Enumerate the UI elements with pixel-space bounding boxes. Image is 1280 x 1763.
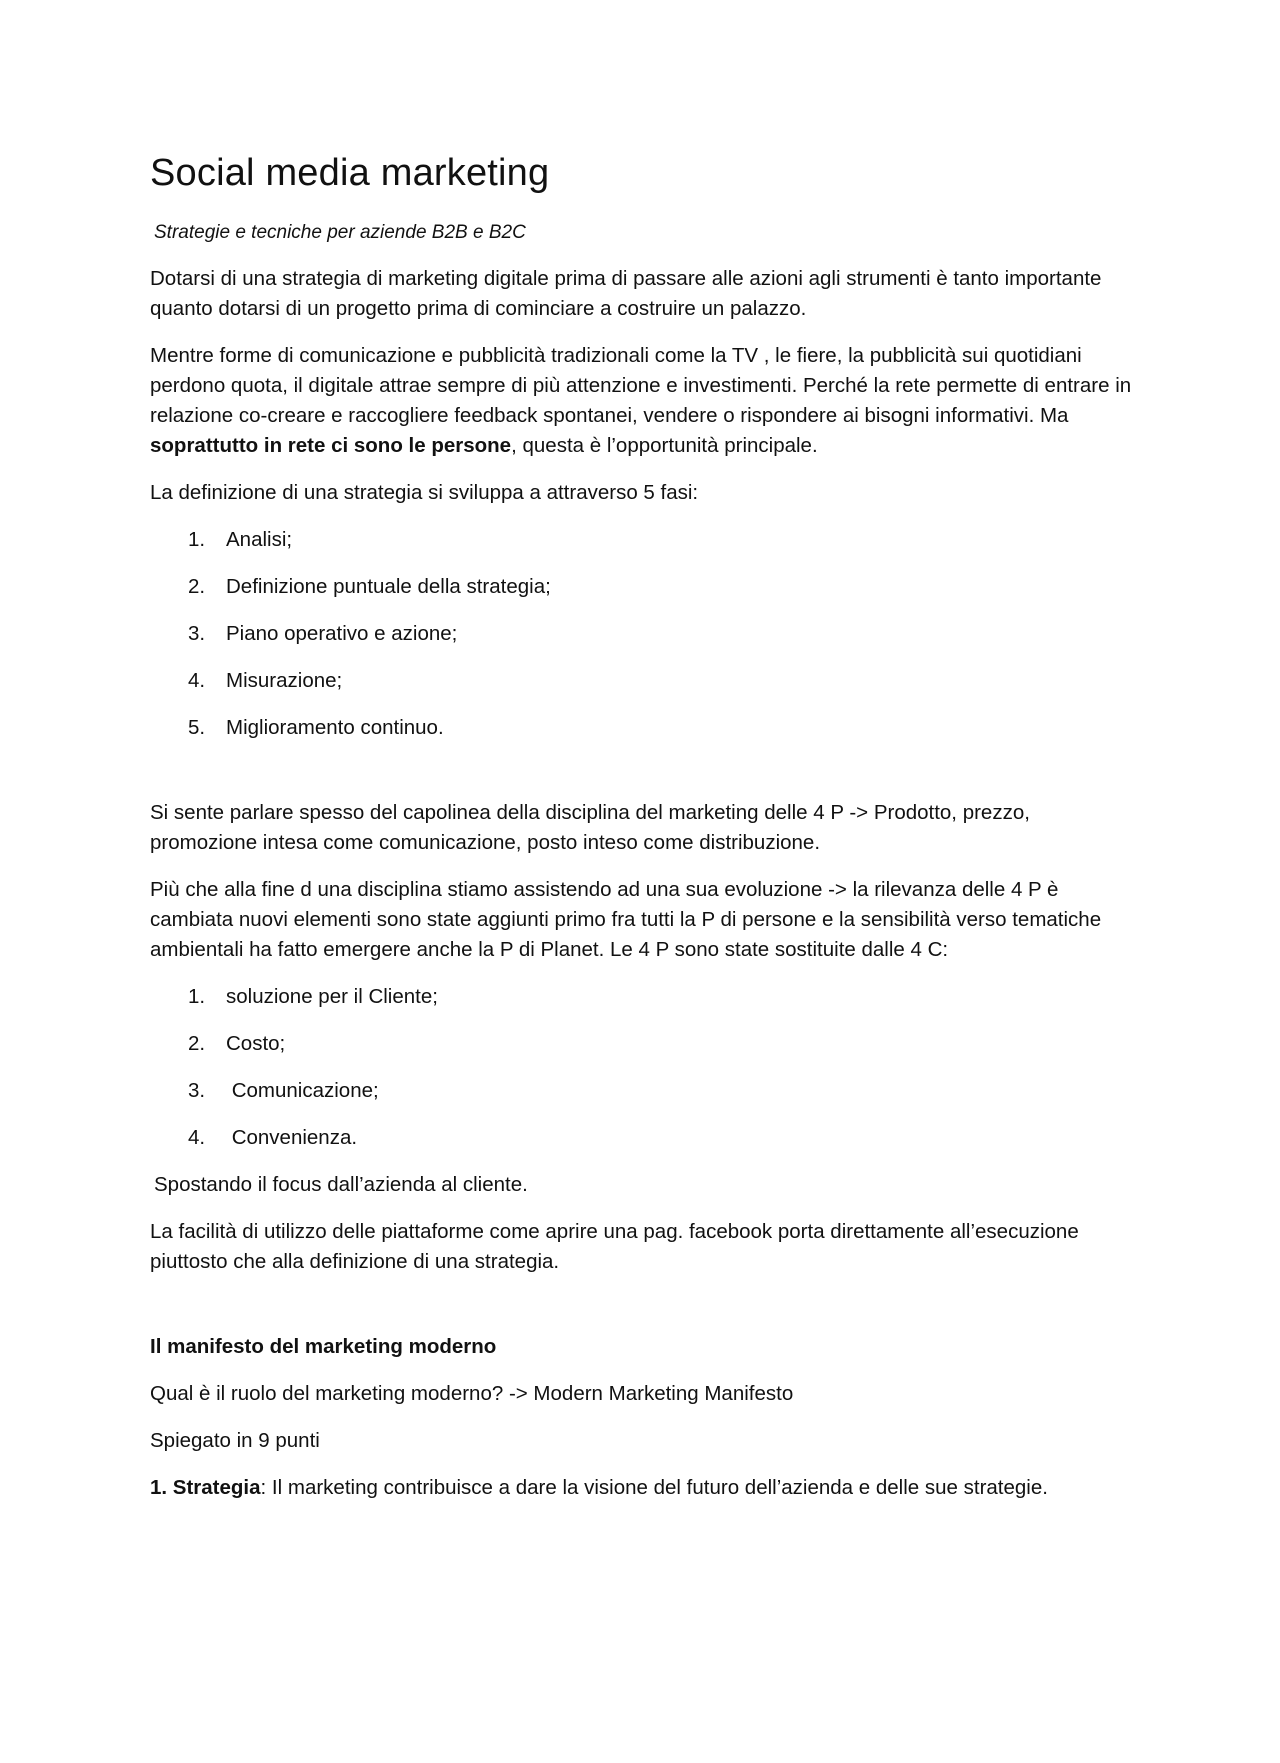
list-item: [150, 1123, 1140, 1153]
list-number: 4.: [188, 669, 206, 692]
list-text: Definizione puntuale della strategia;: [226, 575, 551, 598]
paragraph-digital-attention: [150, 341, 1140, 461]
list-item: [150, 982, 1140, 1012]
list-number: 2.: [188, 1032, 206, 1055]
list-item: [150, 666, 1140, 696]
list-number: 3.: [188, 1079, 206, 1102]
list-item: [150, 713, 1140, 743]
list-text: Piano operativo e azione;: [226, 622, 458, 645]
spacer: [150, 760, 1140, 798]
document-page: [150, 150, 1140, 1520]
list-text: Miglioramento continuo.: [226, 716, 444, 739]
document-subtitle: Strategie e tecniche per aziende B2B e B2C: [154, 222, 526, 243]
list-number: 5.: [188, 716, 206, 739]
list-text: Comunicazione;: [226, 1079, 379, 1102]
list-text: Costo;: [226, 1032, 286, 1055]
list-item: [150, 1076, 1140, 1106]
list-number: 2.: [188, 575, 206, 598]
list-item: [150, 572, 1140, 602]
bold-highlight: 1. Strategia: [150, 1476, 261, 1499]
paragraph-text: Mentre forme di comunicazione e pubblicità tradizionali come la TV , le fiere, la pubblicità sui quotidiani perdono quota, il digitale attrae sempre di più attenzione e investimenti. Perché la rete permette di entrare in relazione co-creare e raccogliere feedback spontanei, vendere o rispondere ai bisogni informativi. Ma: [150, 344, 1132, 427]
spacer: [150, 1294, 1140, 1332]
paragraph-text: : Il marketing contribuisce a dare la visione del futuro dell’azienda e delle sue strategie.: [260, 1476, 1048, 1499]
paragraph-nine-points: Spiegato in 9 punti: [150, 1429, 320, 1452]
bold-highlight: soprattutto in rete ci sono le persone: [150, 434, 512, 457]
list-number: 4.: [188, 1126, 206, 1149]
paragraph-point-strategy: [150, 1473, 1140, 1503]
list-text: Analisi;: [226, 528, 293, 551]
list-item: [150, 619, 1140, 649]
list-text: soluzione per il Cliente;: [226, 985, 438, 1008]
paragraph-platform-ease: La facilità di utilizzo delle piattaforme come aprire una pag. facebook porta direttamente all’esecuzione piuttosto che alla definizione di una strategia.: [150, 1220, 1079, 1273]
list-number: 1.: [188, 985, 206, 1008]
section-heading: Il manifesto del marketing moderno: [150, 1335, 497, 1358]
paragraph-text: , questa è l’opportunità principale.: [511, 434, 818, 457]
document-title: Social media marketing: [150, 152, 550, 194]
paragraph-focus-shift: Spostando il focus dall’azienda al cliente.: [154, 1173, 528, 1196]
list-item: [150, 525, 1140, 555]
paragraph-evolution: Più che alla fine d una disciplina stiamo assistendo ad una sua evoluzione -> la rilevanza delle 4 P è cambiata nuovi elementi sono state aggiunti primo fra tutti la P di persone e la sensibilità verso tematiche ambientali ha fatto emergere anche la P di Planet. Le 4 P sono state sostituite dalle 4 C:: [150, 878, 1102, 961]
list-number: 3.: [188, 622, 206, 645]
list-number: 1.: [188, 528, 206, 551]
paragraph-phases-intro: La definizione di una strategia si sviluppa a attraverso 5 fasi:: [150, 481, 699, 504]
phases-list: [150, 525, 1140, 743]
paragraph-strategy-intro: Dotarsi di una strategia di marketing digitale prima di passare alle azioni agli strumenti è tanto importante quanto dotarsi di un progetto prima di cominciare a costruire un palazzo.: [150, 267, 1102, 320]
c-list: [150, 982, 1140, 1153]
paragraph-4p: Si sente parlare spesso del capolinea della disciplina del marketing delle 4 P -> Prodotto, prezzo, promozione intesa come comunicazione, posto inteso come distribuzione.: [150, 801, 1030, 854]
list-text: Misurazione;: [226, 669, 343, 692]
list-item: [150, 1029, 1140, 1059]
list-text: Convenienza.: [226, 1126, 358, 1149]
paragraph-modern-role: Qual è il ruolo del marketing moderno? -> Modern Marketing Manifesto: [150, 1382, 794, 1405]
